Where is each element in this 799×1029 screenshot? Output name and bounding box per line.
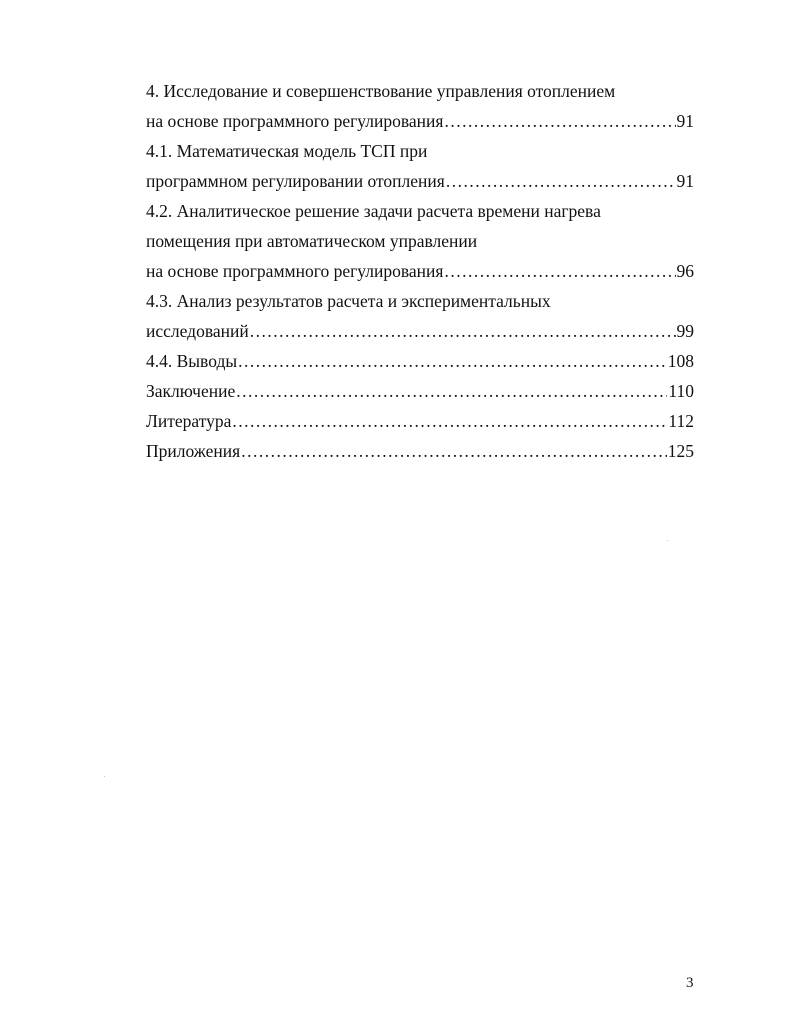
toc-entry-page: 110 <box>668 381 694 401</box>
toc-entry-title: 4.1. Математическая модель ТСП при <box>146 141 428 161</box>
toc-entry-title: 4.4. Выводы <box>146 351 238 371</box>
toc-entry-title: на основе программного регулирования <box>146 111 444 131</box>
toc-entry-title: Заключение <box>146 381 236 401</box>
toc-dot-leader <box>444 256 675 286</box>
toc-dot-leader <box>250 316 676 346</box>
toc-entry-title: 4.2. Аналитическое решение задачи расчета времени нагрева <box>146 201 601 221</box>
toc-entry-page: 96 <box>676 261 694 281</box>
toc-entry-title: исследований <box>146 321 249 341</box>
toc-entry-title: на основе программного регулирования <box>146 261 444 281</box>
toc-entry-section-4-3 <box>146 316 694 346</box>
toc-dot-leader <box>446 166 676 196</box>
toc-entry-section-4-2-heading <box>146 196 694 226</box>
scan-speck <box>104 776 105 777</box>
toc-entry-chapter-4 <box>146 106 694 136</box>
toc-entry-section-4-1-heading <box>146 136 694 166</box>
toc-dot-leader <box>444 106 675 136</box>
toc-entry-chapter-4-heading <box>146 76 694 106</box>
toc-entry-section-4-2-continued <box>146 226 694 256</box>
toc-entry-title: Литература <box>146 411 232 431</box>
toc-dot-leader <box>236 376 667 406</box>
toc-entry-conclusion <box>146 376 694 406</box>
toc-entry-section-4-2 <box>146 256 694 286</box>
toc-entry-page: 91 <box>676 171 694 191</box>
toc-entry-section-4-1 <box>146 166 694 196</box>
toc-dot-leader <box>232 406 667 436</box>
toc-entry-title: Приложения <box>146 441 241 461</box>
table-of-contents <box>146 76 694 466</box>
toc-entry-title: помещения при автоматическом управлении <box>146 231 478 251</box>
toc-entry-page: 112 <box>668 411 694 431</box>
toc-entry-title: 4.3. Анализ результатов расчета и экспериментальных <box>146 291 551 311</box>
toc-entry-appendices <box>146 436 694 466</box>
toc-entry-section-4-4 <box>146 346 694 376</box>
toc-entry-title: 4. Исследование и совершенствование управления отоплением <box>146 81 616 101</box>
toc-entry-title: программном регулировании отопления <box>146 171 445 191</box>
toc-entry-page: 91 <box>676 111 694 131</box>
toc-entry-section-4-3-heading <box>146 286 694 316</box>
page-number: 3 <box>686 975 694 991</box>
toc-entry-page: 125 <box>667 441 694 461</box>
toc-entry-page: 99 <box>676 321 694 341</box>
toc-dot-leader <box>241 436 667 466</box>
scan-speck <box>667 540 668 541</box>
toc-entry-page: 108 <box>667 351 694 371</box>
toc-entry-references <box>146 406 694 436</box>
toc-dot-leader <box>238 346 667 376</box>
